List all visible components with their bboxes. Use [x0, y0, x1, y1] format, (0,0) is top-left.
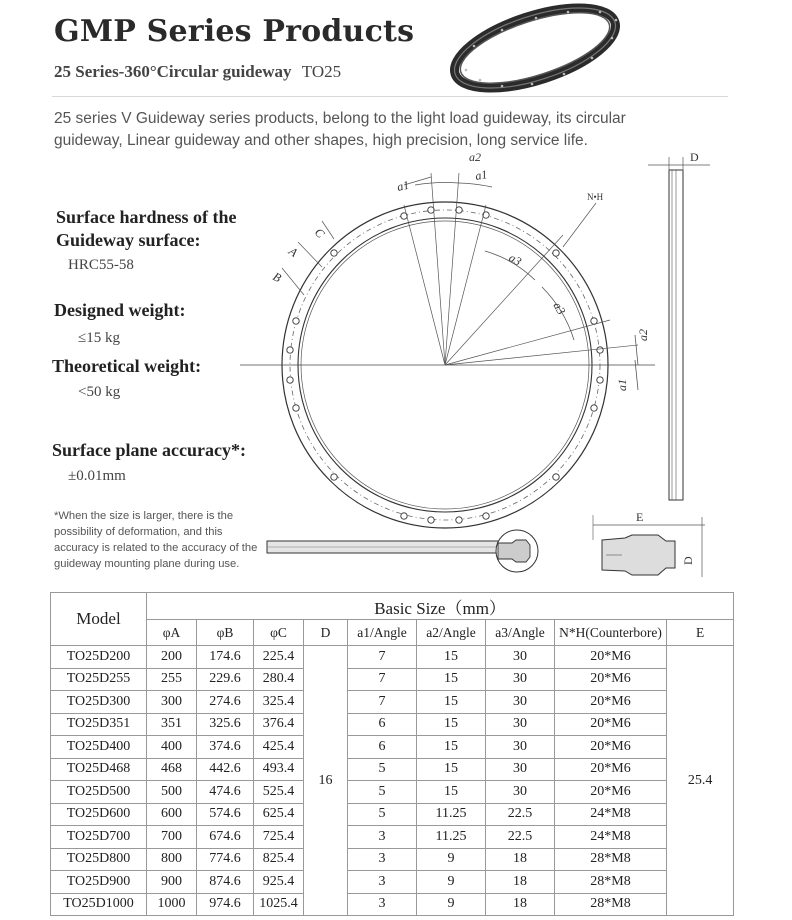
table-row: [51, 713, 734, 736]
cell-a2: 9: [417, 848, 486, 871]
column-header: E: [667, 620, 734, 646]
cell-model: TO25D800: [51, 848, 147, 871]
cell-counterbore: 20*M6: [555, 781, 667, 804]
cell-phi-b: 774.6: [197, 848, 254, 871]
cross-section-detail: [593, 510, 705, 577]
cell-a2: 11.25: [417, 803, 486, 826]
cell-phi-c: 825.4: [254, 848, 304, 871]
cell-a1: 3: [348, 848, 417, 871]
cell-model: TO25D200: [51, 646, 147, 669]
cell-phi-a: 468: [147, 758, 197, 781]
cell-counterbore: 20*M6: [555, 758, 667, 781]
cell-a2: 15: [417, 713, 486, 736]
column-header: a2/Angle: [417, 620, 486, 646]
cell-model: TO25D900: [51, 871, 147, 894]
cell-e: 25.4: [667, 646, 734, 916]
svg-text:D: D: [681, 556, 695, 565]
cell-a1: 3: [348, 893, 417, 916]
label-A: A: [286, 243, 301, 260]
cell-a3: 30: [486, 736, 555, 759]
cell-phi-b: 474.6: [197, 781, 254, 804]
cell-a3: 30: [486, 713, 555, 736]
cell-phi-c: 225.4: [254, 646, 304, 669]
cell-a1: 7: [348, 691, 417, 714]
spec-value-designed-weight: ≤15 kg: [78, 330, 120, 346]
cell-model: TO25D1000: [51, 893, 147, 916]
page-title: GMP Series Products: [54, 14, 415, 49]
cell-a3: 30: [486, 781, 555, 804]
divider: [52, 96, 728, 97]
cell-counterbore: 28*M8: [555, 871, 667, 894]
spec-label-accuracy: Surface plane accuracy*:: [52, 440, 246, 460]
cell-model: TO25D468: [51, 758, 147, 781]
table-row: [51, 736, 734, 759]
table-row: [51, 758, 734, 781]
cell-counterbore: 28*M8: [555, 893, 667, 916]
column-header: φB: [197, 620, 254, 646]
cell-counterbore: 20*M6: [555, 691, 667, 714]
description: 25 series V Guideway series products, belong to the light load guideway, its circular guideway, Linear guideway and other shapes, high precision, long service life.: [54, 110, 626, 149]
header-model: Model: [51, 593, 147, 646]
label-a1-right: a1: [615, 379, 629, 391]
cell-a2: 15: [417, 781, 486, 804]
cell-a1: 7: [348, 646, 417, 669]
spec-label-hardness: Surface hardness of the Guideway surface:: [56, 207, 237, 250]
column-header: D: [304, 620, 348, 646]
cell-a1: 5: [348, 803, 417, 826]
cell-counterbore: 24*M8: [555, 826, 667, 849]
cell-a1: 6: [348, 713, 417, 736]
product-code: TO25: [301, 62, 342, 81]
linear-guideway-detail: [267, 530, 538, 572]
cell-a2: 15: [417, 758, 486, 781]
cell-phi-a: 351: [147, 713, 197, 736]
cell-counterbore: 20*M6: [555, 713, 667, 736]
cell-a1: 7: [348, 668, 417, 691]
table-row: [51, 668, 734, 691]
cell-a3: 30: [486, 758, 555, 781]
cell-phi-a: 900: [147, 871, 197, 894]
spec-table: [50, 592, 734, 916]
cell-phi-a: 255: [147, 668, 197, 691]
cell-model: TO25D500: [51, 781, 147, 804]
cell-d: 16: [304, 646, 348, 916]
column-header: a3/Angle: [486, 620, 555, 646]
cell-a3: 30: [486, 646, 555, 669]
column-header: N*H(Counterbore): [555, 620, 667, 646]
label-a1-top: a1: [474, 167, 489, 183]
cell-a3: 18: [486, 848, 555, 871]
cell-model: TO25D600: [51, 803, 147, 826]
cell-model: TO25D700: [51, 826, 147, 849]
page-subtitle: [54, 62, 341, 82]
label-a2-right: a2: [636, 329, 650, 341]
table-row: [51, 781, 734, 804]
label-a2-top: a2: [469, 150, 481, 164]
cell-phi-b: 274.6: [197, 691, 254, 714]
cell-a2: 9: [417, 871, 486, 894]
cell-phi-c: 525.4: [254, 781, 304, 804]
cell-phi-b: 574.6: [197, 803, 254, 826]
cell-a1: 3: [348, 871, 417, 894]
ring-technical-drawing: [230, 145, 730, 590]
label-C: C: [311, 225, 328, 241]
cell-phi-b: 229.6: [197, 668, 254, 691]
cell-model: TO25D400: [51, 736, 147, 759]
product-ring-image: [440, 0, 630, 100]
cell-model: TO25D300: [51, 691, 147, 714]
cell-phi-c: 925.4: [254, 871, 304, 894]
cell-a2: 15: [417, 691, 486, 714]
cell-model: TO25D255: [51, 668, 147, 691]
cell-phi-c: 1025.4: [254, 893, 304, 916]
spec-label-designed-weight: Designed weight:: [54, 300, 186, 320]
label-nh: N•H: [587, 192, 604, 202]
cell-counterbore: 20*M6: [555, 646, 667, 669]
cell-a3: 18: [486, 893, 555, 916]
cell-phi-b: 174.6: [197, 646, 254, 669]
spec-value-theoretical-weight: <50 kg: [78, 384, 121, 400]
cell-phi-c: 725.4: [254, 826, 304, 849]
table-row: [51, 826, 734, 849]
cell-phi-b: 874.6: [197, 871, 254, 894]
cell-a2: 11.25: [417, 826, 486, 849]
column-header: a1/Angle: [348, 620, 417, 646]
cell-a3: 22.5: [486, 803, 555, 826]
table-row: [51, 646, 734, 669]
cell-a3: 30: [486, 691, 555, 714]
cell-phi-b: 325.6: [197, 713, 254, 736]
subtitle-text: 25 Series-360°Circular guideway: [54, 62, 292, 81]
cell-phi-c: 325.4: [254, 691, 304, 714]
table-row: [51, 691, 734, 714]
label-a3-upper: a3: [506, 250, 524, 269]
cell-a3: 30: [486, 668, 555, 691]
table-row: [51, 871, 734, 894]
cell-a2: 9: [417, 893, 486, 916]
cell-a2: 15: [417, 736, 486, 759]
cell-phi-a: 300: [147, 691, 197, 714]
table-row: [51, 893, 734, 916]
cell-model: TO25D351: [51, 713, 147, 736]
column-header: φC: [254, 620, 304, 646]
cell-counterbore: 20*M6: [555, 736, 667, 759]
spec-value-hardness: HRC55-58: [68, 257, 134, 273]
table-row: [51, 848, 734, 871]
cell-phi-b: 442.6: [197, 758, 254, 781]
footnote: *When the size is larger, there is the possibility of deformation, and this accuracy is related to the accuracy of the guideway mounting plane during use.: [54, 510, 258, 570]
svg-text:E: E: [636, 510, 644, 524]
cell-counterbore: 28*M8: [555, 848, 667, 871]
cell-phi-c: 625.4: [254, 803, 304, 826]
cell-a1: 6: [348, 736, 417, 759]
cell-a3: 22.5: [486, 826, 555, 849]
label-a1: a1: [395, 177, 411, 194]
cell-a1: 3: [348, 826, 417, 849]
cell-phi-a: 600: [147, 803, 197, 826]
cell-phi-c: 280.4: [254, 668, 304, 691]
cell-phi-c: 425.4: [254, 736, 304, 759]
cell-a3: 18: [486, 871, 555, 894]
cell-phi-c: 493.4: [254, 758, 304, 781]
cell-a1: 5: [348, 758, 417, 781]
label-a3-lower: a3: [550, 299, 569, 317]
cell-phi-a: 1000: [147, 893, 197, 916]
label-B: B: [270, 269, 284, 286]
cell-phi-a: 500: [147, 781, 197, 804]
cell-phi-c: 376.4: [254, 713, 304, 736]
cell-counterbore: 24*M8: [555, 803, 667, 826]
cell-a2: 15: [417, 668, 486, 691]
cell-phi-b: 674.6: [197, 826, 254, 849]
cell-phi-a: 800: [147, 848, 197, 871]
table-row: [51, 803, 734, 826]
cell-counterbore: 20*M6: [555, 668, 667, 691]
cell-phi-a: 200: [147, 646, 197, 669]
cell-a1: 5: [348, 781, 417, 804]
header-basic-size: Basic Size（mm）: [147, 593, 734, 620]
label-D-side: D: [690, 150, 699, 164]
spec-label-theoretical-weight: Theoretical weight:: [52, 356, 202, 376]
spec-value-accuracy: ±0.01mm: [68, 468, 126, 484]
cell-phi-b: 974.6: [197, 893, 254, 916]
cell-phi-b: 374.6: [197, 736, 254, 759]
cell-phi-a: 700: [147, 826, 197, 849]
cell-a2: 15: [417, 646, 486, 669]
column-header: φA: [147, 620, 197, 646]
cell-phi-a: 400: [147, 736, 197, 759]
